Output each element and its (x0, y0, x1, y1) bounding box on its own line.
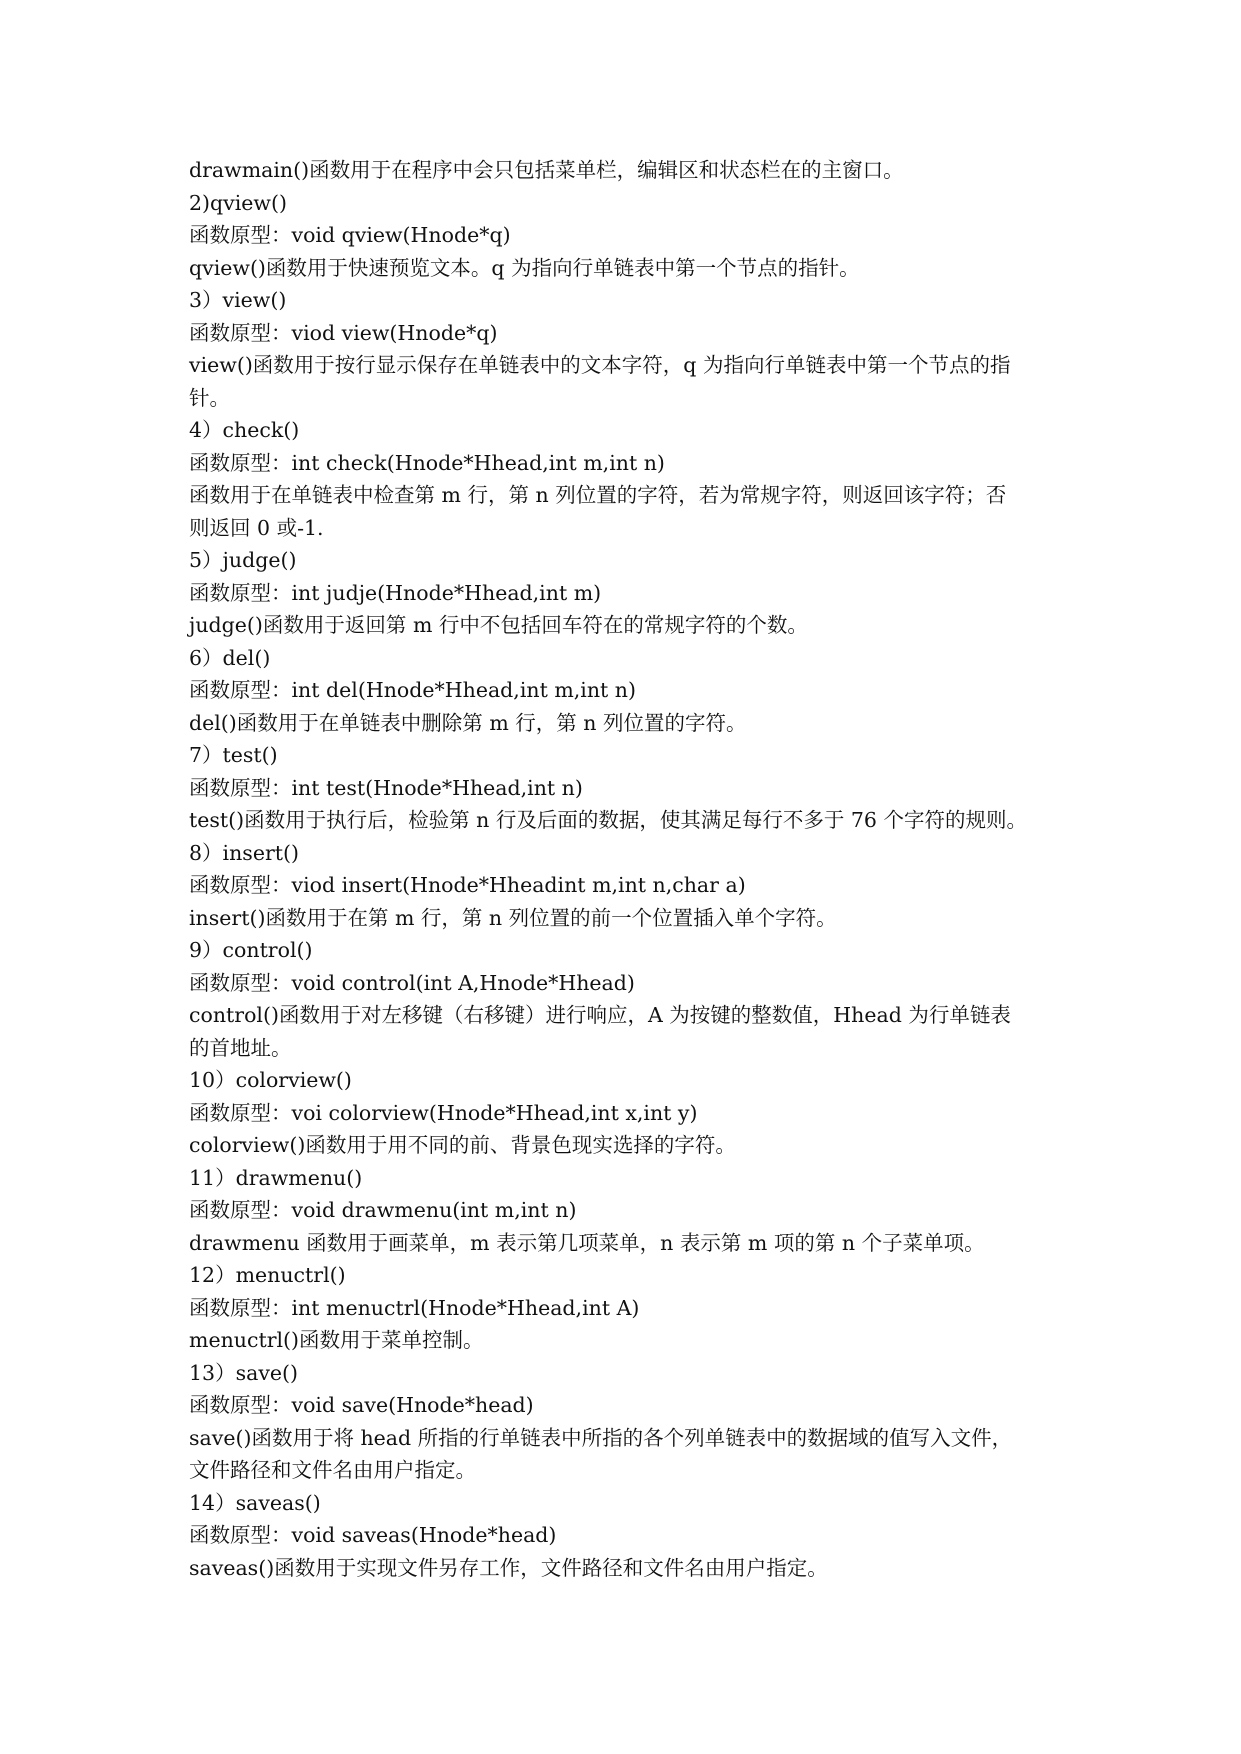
desc-save-line2: 文件路径和文件名由用户指定。 (189, 1458, 476, 1482)
prototype-del: 函数原型：int del(Hnode*Hhead,int m,int n) (189, 678, 637, 702)
prototype-colorview: 函数原型：voi colorview(Hnode*Hhead,int x,int y) (189, 1100, 698, 1125)
prototype-view: 函数原型：viod view(Hnode*q) (189, 320, 498, 345)
desc-view-line1: view()函数用于按行显示保存在单链表中的文本字符，q 为指向行单链表中第一个节点的指 (189, 353, 1011, 377)
desc-test: test()函数用于执行后，检验第 n 行及后面的数据，使其满足每行不多于 76 个字符的规则。 (189, 808, 1027, 832)
heading-del: 6）del() (189, 645, 271, 670)
prototype-drawmenu: 函数原型：void drawmenu(int m,int n) (189, 1198, 577, 1222)
prototype-qview: 函数原型：void qview(Hnode*q) (189, 223, 511, 247)
desc-colorview: colorview()函数用于用不同的前、背景色现实选择的字符。 (189, 1133, 736, 1157)
desc-save-line1: save()函数用于将 head 所指的行单链表中所指的各个列单链表中的数据域的值写入文件， (189, 1425, 1013, 1450)
heading-view: 3）view() (189, 288, 287, 312)
prototype-insert: 函数原型：viod insert(Hnode*Hheadint m,int n,char a) (189, 873, 746, 897)
heading-saveas: 14）saveas() (189, 1490, 321, 1515)
desc-check-line2: 则返回 0 或-1. (189, 515, 324, 540)
heading-check: 4）check() (189, 418, 300, 442)
desc-del: del()函数用于在单链表中删除第 m 行，第 n 列位置的字符。 (189, 710, 747, 735)
heading-judge: 5）judge() (189, 548, 297, 572)
intro-drawmain-desc: drawmain()函数用于在程序中会只包括菜单栏，编辑区和状态栏在的主窗口。 (189, 158, 904, 182)
prototype-judge: 函数原型：int judje(Hnode*Hhead,int m) (189, 580, 602, 605)
desc-qview: qview()函数用于快速预览文本。q 为指向行单链表中第一个节点的指针。 (189, 255, 860, 280)
heading-test: 7）test() (189, 743, 278, 767)
heading-menuctrl: 12）menuctrl() (189, 1263, 346, 1287)
desc-drawmenu: drawmenu 函数用于画菜单，m 表示第几项菜单，n 表示第 m 项的第 n 个子菜单项。 (189, 1230, 985, 1255)
desc-judge: judge()函数用于返回第 m 行中不包括回车符在的常规字符的个数。 (189, 613, 808, 637)
desc-control-line2: 的首地址。 (189, 1035, 292, 1060)
heading-insert: 8）insert() (189, 840, 299, 865)
prototype-control: 函数原型：void control(int A,Hnode*Hhead) (189, 970, 635, 995)
desc-insert: insert()函数用于在第 m 行，第 n 列位置的前一个位置插入单个字符。 (189, 905, 837, 930)
heading-save: 13）save() (189, 1360, 299, 1385)
prototype-check: 函数原型：int check(Hnode*Hhead,int m,int n) (189, 450, 665, 475)
prototype-saveas: 函数原型：void saveas(Hnode*head) (189, 1523, 557, 1547)
desc-view-line2: 针。 (189, 385, 230, 410)
heading-qview: 2)qview() (189, 190, 287, 215)
heading-colorview: 10）colorview() (189, 1068, 352, 1092)
desc-menuctrl: menuctrl()函数用于菜单控制。 (189, 1328, 484, 1352)
prototype-menuctrl: 函数原型：int menuctrl(Hnode*Hhead,int A) (189, 1295, 640, 1320)
prototype-test: 函数原型：int test(Hnode*Hhead,int n) (189, 775, 583, 800)
heading-drawmenu: 11）drawmenu() (189, 1165, 363, 1190)
desc-saveas: saveas()函数用于实现文件另存工作，文件路径和文件名由用户指定。 (189, 1555, 828, 1580)
heading-control: 9）control() (189, 938, 313, 962)
prototype-save: 函数原型：void save(Hnode*head) (189, 1393, 534, 1417)
desc-check-line1: 函数用于在单链表中检查第 m 行，第 n 列位置的字符，若为常规字符，则返回该字符；否 (189, 483, 1007, 507)
desc-control-line1: control()函数用于对左移键（右移键）进行响应，A 为按键的整数值，Hhead 为行单链表 (189, 1003, 1011, 1027)
document-page (189, 154, 1069, 1584)
